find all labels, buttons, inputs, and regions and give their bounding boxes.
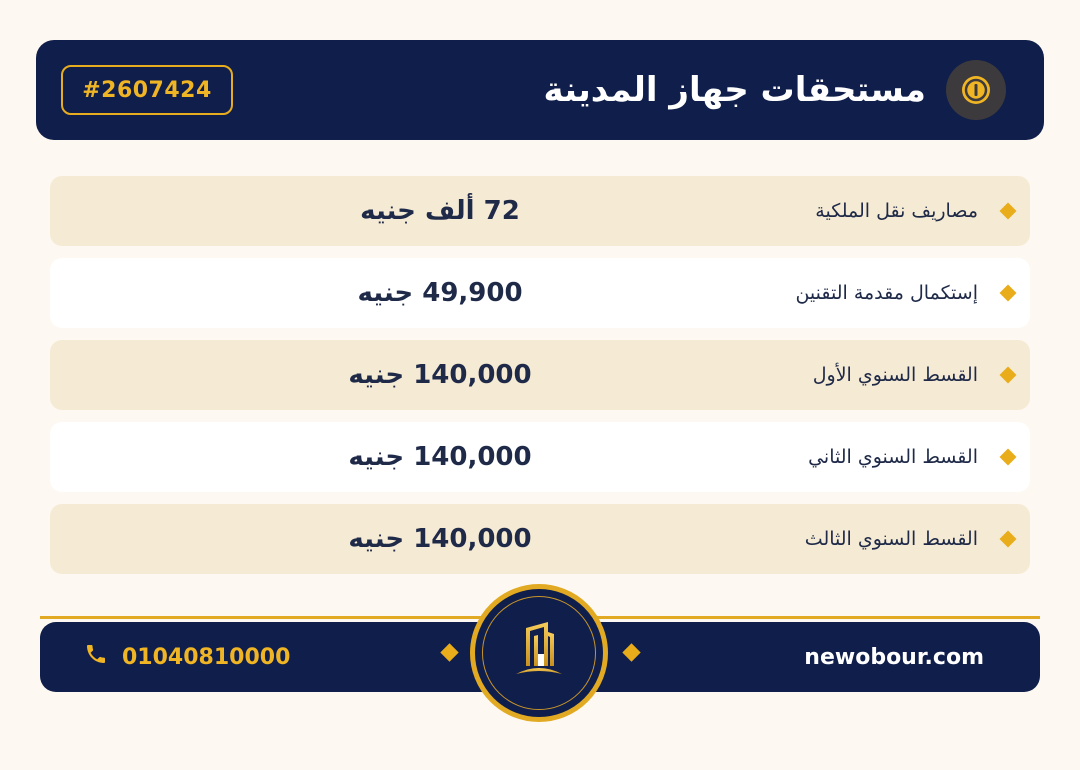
- coin-icon: [946, 60, 1006, 120]
- phone-number: 01040810000: [122, 644, 291, 670]
- row-label: القسط السنوي الأول: [812, 364, 978, 386]
- phone-contact[interactable]: [84, 622, 290, 692]
- header-bar: [36, 40, 1044, 140]
- page-title: مستحقات جهاز المدينة: [543, 70, 926, 110]
- building-logo-icon: [504, 616, 574, 690]
- row-value: 140,000 جنيه: [348, 442, 532, 472]
- list-item: [50, 504, 1030, 574]
- diamond-bullet-icon: [1000, 285, 1017, 302]
- website-link[interactable]: newobour.com: [804, 644, 984, 670]
- list-item: [50, 176, 1030, 246]
- row-value: 140,000 جنيه: [348, 524, 532, 554]
- list-item: [50, 422, 1030, 492]
- diamond-bullet-icon: [1000, 367, 1017, 384]
- code-badge: #2607424: [61, 65, 233, 115]
- diamond-bullet-icon: [1000, 203, 1017, 220]
- row-value: 49,900 جنيه: [357, 278, 523, 308]
- diamond-ornament-icon: [440, 643, 458, 661]
- list-item: [50, 258, 1030, 328]
- row-label: القسط السنوي الثالث: [804, 528, 978, 550]
- diamond-bullet-icon: [1000, 449, 1017, 466]
- row-label: مصاريف نقل الملكية: [815, 200, 978, 222]
- row-label: القسط السنوي الثاني: [808, 446, 978, 468]
- diamond-bullet-icon: [1000, 531, 1017, 548]
- row-label: إستكمال مقدمة التقنين: [795, 282, 978, 304]
- diamond-ornament-icon: [622, 643, 640, 661]
- row-value: 140,000 جنيه: [348, 360, 532, 390]
- logo-badge: [470, 584, 608, 722]
- list-item: [50, 340, 1030, 410]
- row-value: 72 ألف جنيه: [360, 196, 520, 226]
- phone-icon: [84, 642, 108, 672]
